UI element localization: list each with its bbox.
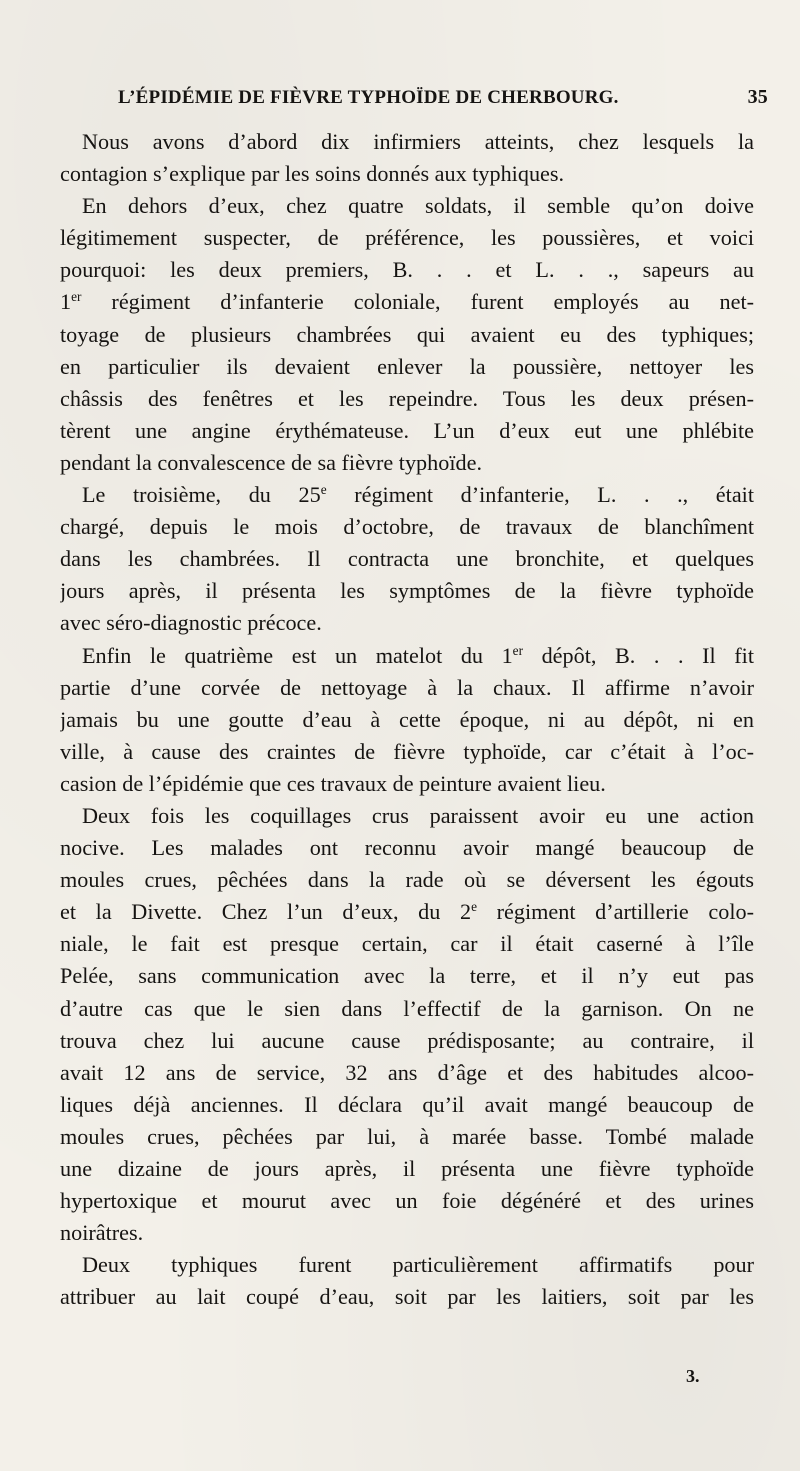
text-line: Enfin le quatrième est un matelot du 1er dépôt, B. . . Il fit <box>82 642 754 668</box>
text-line: Deux fois les coquillages crus paraissent avoir eu une action <box>82 802 754 828</box>
text-line: Deux typhiques furent particulièrement affirmatifs pour <box>82 1252 754 1278</box>
text-line: une dizaine de jours après, il présenta une fièvre typhoïde <box>60 1156 754 1181</box>
text-line: et la Divette. Chez l’un d’eux, du 2e régiment d’artillerie colo- <box>60 899 754 925</box>
text-line: moules crues, pêchées par lui, à marée basse. Tombé malade <box>60 1123 754 1149</box>
text-line: hypertoxique et mourut avec un foie dégénéré et des urines <box>60 1188 754 1214</box>
page-number: 35 <box>747 86 768 108</box>
running-title: L’ÉPIDÉMIE DE FIÈVRE TYPHOÏDE DE CHERBOURG. <box>118 87 619 108</box>
text-line: toyage de plusieurs chambrées qui avaient eu des typhiques; <box>60 321 754 347</box>
text-line: moules crues, pêchées dans la rade où se déversent les égouts <box>60 867 754 893</box>
text-line: ville, à cause des craintes de fièvre typhoïde, car c’était à l’oc- <box>60 738 754 764</box>
text-line: pendant la convalescence de sa fièvre typhoïde. <box>60 449 482 475</box>
text-line: d’autre cas que le sien dans l’effectif de la garnison. On ne <box>60 995 754 1021</box>
text-line: avait 12 ans de service, 32 ans d’âge et des habitudes alcoo- <box>60 1059 754 1085</box>
text-line: 1er régiment d’infanterie coloniale, furent employés au net- <box>60 289 754 315</box>
text-line: Pelée, sans communication avec la terre, et il n’y eut pas <box>60 963 754 989</box>
text-line: tèrent une angine érythémateuse. L’un d’eux eut une phlébite <box>60 417 754 443</box>
text-line: pourquoi: les deux premiers, B. . . et L. . ., sapeurs au <box>60 257 754 283</box>
signature-mark: 3. <box>686 1366 700 1386</box>
text-line: avec séro-diagnostic précoce. <box>60 610 322 636</box>
text-line: contagion s’explique par les soins donnés aux typhiques. <box>60 161 565 187</box>
body-text <box>60 126 754 1313</box>
text-line: châssis des fenêtres et les repeindre. Tous les deux présen- <box>60 385 754 411</box>
text-line: niale, le fait est presque certain, car il était caserné à l’île <box>60 931 754 957</box>
text-line: nocive. Les malades ont reconnu avoir mangé beaucoup de <box>60 835 754 861</box>
text-line: liques déjà anciennes. Il déclara qu’il avait mangé beaucoup de <box>60 1091 754 1117</box>
text-line: jours après, il présenta les symptômes de la fièvre typhoïde <box>60 578 754 604</box>
running-head <box>118 86 768 112</box>
text-line: dans les chambrées. Il contracta une bronchite, et quelques <box>60 546 754 572</box>
text-line: Nous avons d’abord dix infirmiers atteints, chez lesquels la <box>82 129 754 154</box>
text-line: partie d’une corvée de nettoyage à la chaux. Il affirme n’avoir <box>60 674 754 700</box>
text-line: en particulier ils devaient enlever la poussière, nettoyer les <box>60 353 754 379</box>
text-line: trouva chez lui aucune cause prédisposante; au contraire, il <box>60 1027 754 1053</box>
text-line: jamais bu une goutte d’eau à cette époque, ni au dépôt, ni en <box>60 706 754 732</box>
text-line: attribuer au lait coupé d’eau, soit par les laitiers, soit par les <box>60 1284 754 1310</box>
text-line: noirâtres. <box>60 1220 144 1246</box>
text-line: Le troisième, du 25e régiment d’infanterie, L. . ., était <box>82 482 754 508</box>
text-line: En dehors d’eux, chez quatre soldats, il semble qu’on doive <box>82 193 754 219</box>
text-line: chargé, depuis le mois d’octobre, de travaux de blanchîment <box>60 514 754 540</box>
text-line: légitimement suspecter, de préférence, les poussières, et voici <box>60 225 754 251</box>
text-line: casion de l’épidémie que ces travaux de peinture avaient lieu. <box>60 770 606 796</box>
